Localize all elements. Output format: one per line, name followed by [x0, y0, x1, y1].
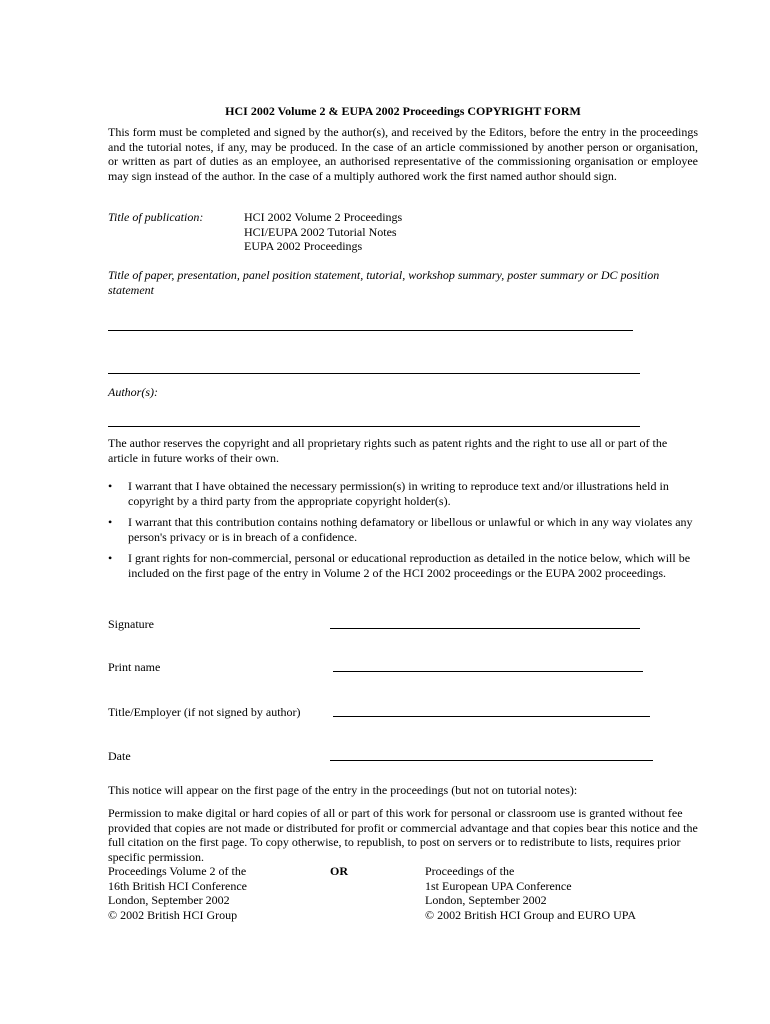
- citation-line: 1st European UPA Conference: [425, 878, 572, 893]
- paper-title-label: Title of paper, presentation, panel position statement, tutorial, workshop summary, poster summary or DC position statement: [108, 268, 660, 297]
- copyright-reservation-text: The author reserves the copyright and all proprietary rights such as patent rights and the right to use all or part of the article in future works of their own.: [108, 436, 668, 465]
- print-name-line[interactable]: [333, 671, 643, 672]
- title-employer-line[interactable]: [333, 716, 650, 717]
- publication-item: HCI 2002 Volume 2 Proceedings: [244, 210, 403, 224]
- bullet-text: I warrant that this contribution contains nothing defamatory or libellous or unlawful or which in any way violates any person's privacy or is in breach of a confidence.: [128, 515, 693, 544]
- citation-line: © 2002 British HCI Group and EURO UPA: [425, 907, 637, 922]
- hci-citation: [108, 864, 247, 922]
- authors-line[interactable]: [108, 426, 640, 427]
- citation-line: © 2002 British HCI Group: [108, 907, 238, 922]
- intro-paragraph: This form must be completed and signed by the author(s), and received by the Editors, before the entry in the proceedings and the tutorial notes, if any, may be produced. In the case of an article commissioned by another person or organisation, or written as part of duties as an employee, an authorised representative of the commissioning organisation or employee may sign instead of the author. In the case of a multiply authored work the first named author should sign.: [108, 125, 698, 183]
- signature-label: Signature: [108, 617, 154, 631]
- publication-item: HCI/EUPA 2002 Tutorial Notes: [244, 224, 397, 239]
- paper-title-line-1[interactable]: [108, 330, 633, 331]
- or-separator: OR: [330, 864, 348, 878]
- date-line[interactable]: [330, 760, 653, 761]
- permission-notice: Permission to make digital or hard copies of all or part of this work for personal or classroom use is granted without fee provided that copies are not made or distributed for profit or commercial advantage and that copies bear this notice and the full citation on the first page. To copy otherwise, to republish, to post on servers or to redistribute to lists, requires prior specific permission.: [108, 806, 698, 864]
- citation-line: Proceedings Volume 2 of the: [108, 864, 247, 878]
- publication-item: EUPA 2002 Proceedings: [244, 239, 363, 253]
- notice-text: This notice will appear on the first page of the entry in the proceedings (but not on tutorial notes):: [108, 783, 578, 797]
- signature-line[interactable]: [330, 628, 640, 629]
- date-label: Date: [108, 749, 131, 763]
- paper-title-line-2[interactable]: [108, 373, 640, 374]
- citation-line: London, September 2002: [108, 893, 230, 907]
- bullet-text: I warrant that I have obtained the necessary permission(s) in writing to reproduce text and/or illustrations held in copyright by a third party from the appropriate copyright holder(s).: [128, 479, 669, 508]
- title-employer-label: Title/Employer (if not signed by author): [108, 705, 301, 719]
- bullet-text: I grant rights for non-commercial, personal or educational reproduction as detailed in the notice below, which will be included on the first page of the entry in Volume 2 of the HCI 2002 proceedings or the EUPA 2002 proceedings.: [128, 551, 691, 580]
- publication-label: Title of publication:: [108, 210, 204, 224]
- form-title: HCI 2002 Volume 2 & EUPA 2002 Proceedings COPYRIGHT FORM: [225, 104, 581, 118]
- citation-line: 16th British HCI Conference: [108, 878, 247, 893]
- citation-line: Proceedings of the: [425, 864, 515, 878]
- authors-label: Author(s):: [108, 385, 158, 399]
- bullet-icon: •: [108, 551, 113, 565]
- print-name-label: Print name: [108, 660, 161, 674]
- publication-list: [244, 210, 402, 254]
- bullet-icon: •: [108, 479, 113, 493]
- bullet-icon: •: [108, 515, 113, 529]
- citation-line: London, September 2002: [425, 893, 547, 907]
- eupa-citation: [425, 864, 636, 922]
